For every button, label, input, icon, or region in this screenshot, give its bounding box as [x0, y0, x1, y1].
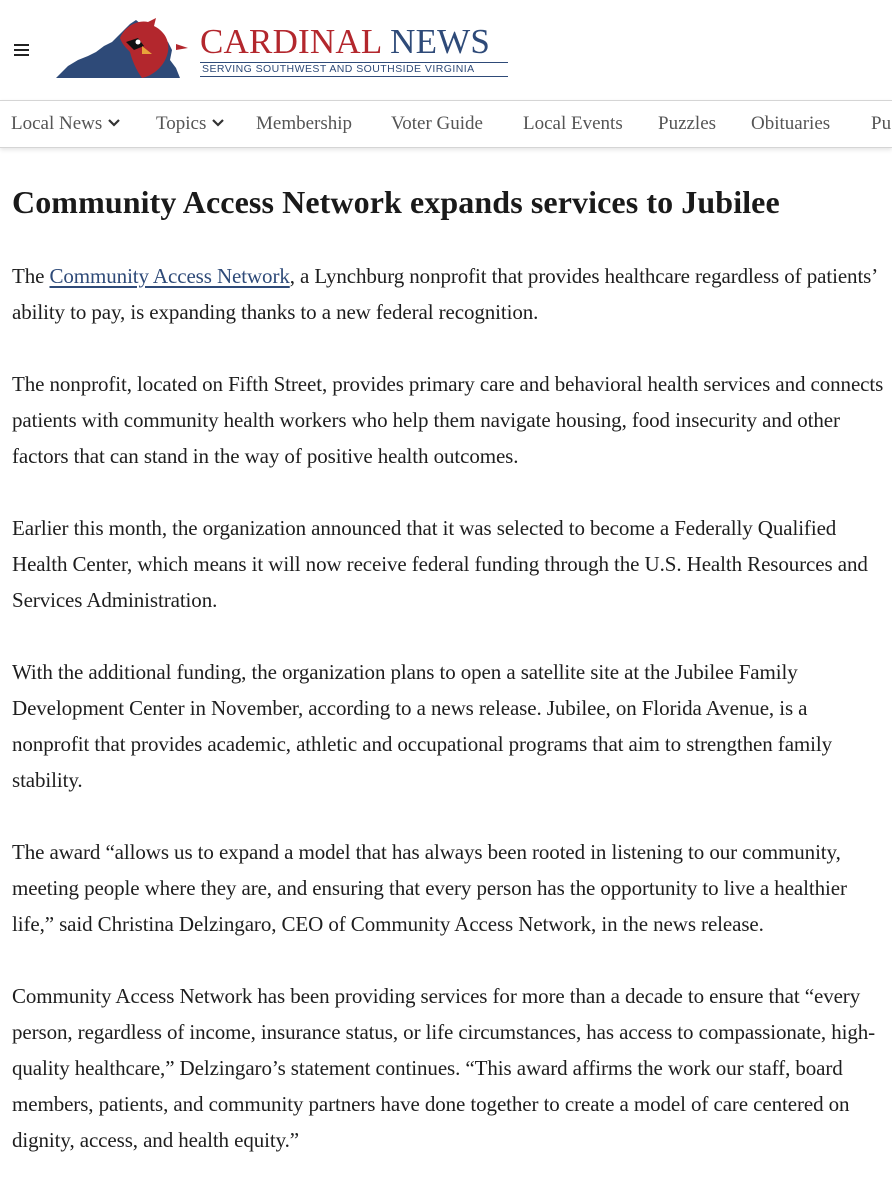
chevron-down-icon [211, 118, 225, 128]
site-header [0, 0, 892, 100]
nav-item-membership[interactable] [256, 101, 352, 147]
nav-item-voter-guide[interactable] [391, 101, 483, 147]
article-paragraph: The nonprofit, located on Fifth Street, provides primary care and behavioral health services and connects patients with community health workers who help them navigate housing, food insecurity and other factors that can stand in the way of positive health outcomes. [12, 372, 884, 468]
site-tagline: SERVING SOUTHWEST AND SOUTHSIDE VIRGINIA [200, 62, 508, 77]
community-access-network-link[interactable]: Community Access Network [49, 264, 290, 288]
nav-item-label: Pu [871, 113, 892, 134]
main-navigation [0, 100, 892, 148]
article [12, 170, 888, 1194]
nav-item-label: Topics [156, 113, 207, 134]
paragraph-text: , a Lynchburg nonprofit that provides healthcare regardless of patients’ ability to pay, is expanding thanks to a new federal recognition. [12, 264, 877, 324]
article-headline: Community Access Network expands services to Jubilee [12, 184, 780, 220]
site-title [200, 22, 490, 62]
site-title-word-news: NEWS [390, 22, 491, 61]
nav-item-topics[interactable] [156, 101, 225, 147]
chevron-down-icon [107, 118, 121, 128]
article-paragraph: Community Access Network has been providing services for more than a decade to ensure that “every person, regardless of income, insurance status, or life circumstances, has access to compassionate, high-quality healthcare,” Delzingaro’s statement continues. “This award affirms the work our staff, board members, patients, and community partners have done together to create a model of care centered on dignity, access, and health equity.” [12, 984, 876, 1152]
site-title-word-cardinal: CARDINAL [200, 22, 382, 61]
nav-item-label: Voter Guide [391, 113, 483, 134]
article-paragraph: Earlier this month, the organization announced that it was selected to become a Federally Qualified Health Center, which means it will now receive federal funding through the U.S. Health Resources and Services Administration. [12, 516, 868, 612]
cardinal-logo-icon [56, 16, 196, 82]
site-logo[interactable] [56, 16, 516, 82]
nav-item-local-events[interactable] [523, 101, 623, 147]
nav-item-label: Local News [11, 113, 103, 134]
article-paragraph [12, 258, 888, 330]
nav-item-local-news[interactable] [11, 101, 121, 147]
nav-item-truncated[interactable] [871, 101, 891, 147]
nav-item-label: Local Events [523, 113, 623, 134]
nav-item-puzzles[interactable] [658, 101, 716, 147]
nav-item-label: Puzzles [658, 113, 717, 134]
hamburger-menu-icon[interactable] [12, 42, 32, 58]
paragraph-text: The [12, 264, 50, 288]
nav-item-obituaries[interactable] [751, 101, 830, 147]
nav-item-label: Membership [256, 113, 353, 134]
article-paragraph: With the additional funding, the organization plans to open a satellite site at the Jubilee Family Development Center in November, according to a news release. Jubilee, on Florida Avenue, is a nonprofit that provides academic, athletic and occupational programs that aim to strengthen family stability. [12, 660, 833, 792]
article-paragraph: The award “allows us to expand a model that has always been rooted in listening to our community, meeting people where they are, and ensuring that every person has the opportunity to live a healthier life,” said Christina Delzingaro, CEO of Community Access Network, in the news release. [12, 840, 847, 936]
nav-item-label: Obituaries [751, 113, 831, 134]
